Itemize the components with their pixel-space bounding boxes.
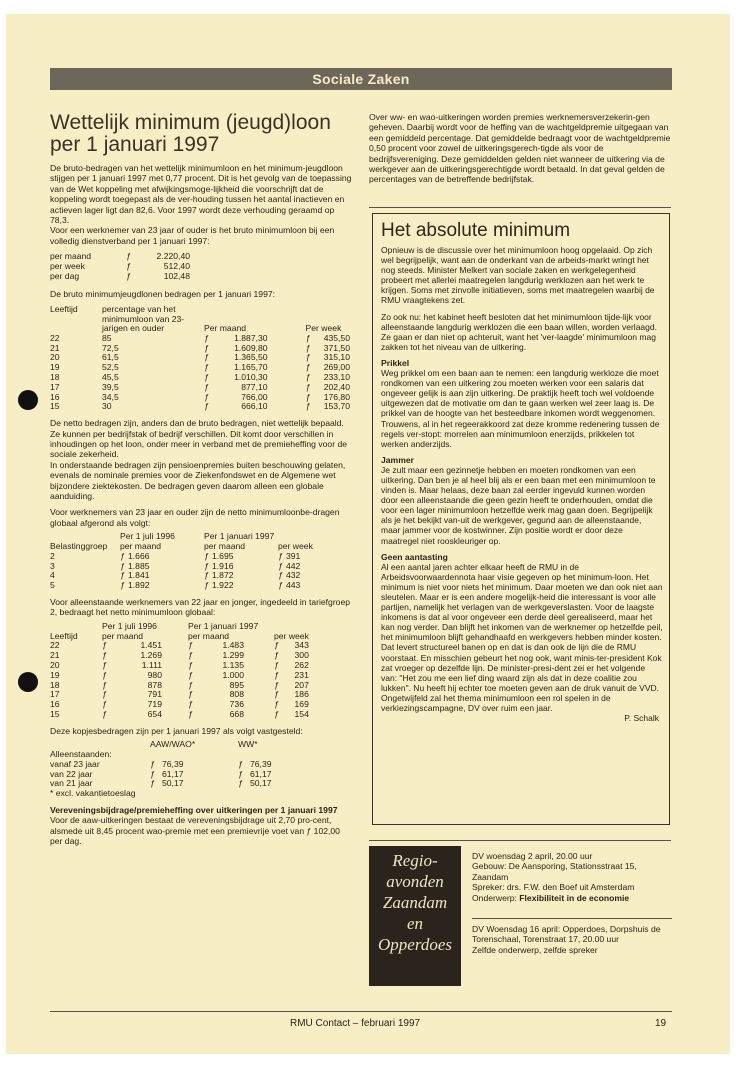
table-row (50, 710, 309, 720)
table-cell: ƒ (274, 679, 279, 690)
table-cell: 202,40 (323, 381, 350, 392)
table-cell: 22 (50, 640, 60, 651)
table-cell: 50,17 (162, 778, 184, 789)
table-cell: 1.666 (128, 550, 150, 561)
table-cell: 2.220,40 (156, 251, 190, 262)
table-row (50, 363, 350, 373)
table-cell: 52,5 (102, 362, 119, 373)
tax-group-table: Per 1 juli 1996 Per 1 januari 1997 Belastinggroep per maand per maand per week 2 ƒ 1.666 ƒ 1.695 ƒ 391 3 ƒ 1.885 ƒ 1.916 ƒ 442 4 ƒ 1.841 ƒ 1.872 ƒ 432 5 ƒ 1.892 ƒ 1.922 ƒ 443 (50, 531, 313, 591)
table-cell: ƒ (102, 689, 107, 700)
table-cell: 176,80 (323, 391, 350, 402)
table-cell: 72,5 (102, 342, 119, 353)
table-cell: ƒ (238, 778, 243, 789)
absolute-minimum-box (372, 213, 670, 825)
table-cell: ƒ (274, 689, 279, 700)
table-cell: ƒ (278, 550, 283, 561)
table-cell: ƒ (150, 758, 155, 769)
table-cell: ƒ (204, 332, 209, 343)
table-cell: ƒ (126, 261, 131, 272)
single-wage-table: Per 1 juli 1996 Per 1 januari 1997 Leeftijd per maand per maand per week 22 ƒ 1.451 ƒ 1.483 ƒ 343 21 ƒ 1.269 ƒ 1.299 ƒ 300 20 ƒ 1.111 ƒ 1.135 ƒ 262 19 ƒ 980 ƒ 1.000 ƒ 231 18 ƒ 878 ƒ 895 ƒ 207 17 ƒ 791 ƒ 808 ƒ 186 16 ƒ 719 ƒ 736 ƒ 169 15 ƒ 654 ƒ 668 ƒ 154 (50, 620, 309, 720)
table-cell: ƒ (305, 381, 311, 392)
table-cell: 435,50 (323, 332, 350, 343)
event-1: DV woensdag 2 april, 20.00 uur Gebouw: De Aansporing, Stationsstraat 15, Zaandam Spreker: drs. F.W. den Boef uit Amsterdam Onderwerp: Flexibiliteit in de economie (472, 851, 637, 903)
box-p5: Al een aantal jaren achter elkaar heeft de RMU in de Arbeidsvoorwaardennota haar visie gegeven op het minimum-loon. Het minimum is niet voor niets het minimum. Daar moeten we dan ook niet aan sleutelen. Maar er is een andere mogelijk-heid die interessant is voor alle partijen, namelijk het verlagen van de werkgeverslasten. Voor de laagste inkomens is dat al voor ongeveer een derde deel gerealiseerd, maar het kan nog verder. Dan blijft het inkomen van de werknemer op hetzelfde peil, het minimumloon blijft gehandhaafd en werkgevers hebben minder kosten. (381, 561, 663, 643)
table-row (50, 562, 313, 572)
table-cell: ƒ (278, 560, 283, 571)
table-cell: 22 (50, 332, 60, 343)
vev-section: Vereveningsbijdrage/premieheffing over uitkeringen per 1 januari 1997 Voor de aaw-uitkeringen bestaat de vereveningsbijdrage uit 2,70 pro-cent, alsmede uit 8,45 procent wao-premie met een premievrije voet van ƒ 102,00 per dag. (50, 805, 340, 847)
table-row (50, 383, 350, 393)
table-cell: ƒ (305, 352, 311, 363)
table-cell: 233,10 (323, 372, 350, 383)
youth-wage-table: Leeftijd percentage van het minimumloon van 23-jarigen en ouder Per maand Per week 22 85 ƒ 1.887,30 ƒ 435,50 21 72,5 ƒ 1.609,80 ƒ 371,50 20 61,5 ƒ 1.365,50 ƒ 315,10 19 52,5 ƒ 1.165,70 ƒ 269,00 18 45,5 ƒ 1.010,30 ƒ 233,10 17 39,5 ƒ 877,10 ƒ 202,40 16 34,5 ƒ 766,00 ƒ 176,80 15 30 ƒ 666,10 ƒ 153,70 (50, 304, 350, 412)
table-cell: van 22 jaar (50, 768, 93, 779)
table-cell: 1.841 (128, 570, 150, 581)
table-cell: 666,10 (241, 401, 268, 412)
table-row (50, 552, 313, 562)
table-cell: ƒ (274, 709, 279, 720)
table-cell: 343 (294, 640, 309, 651)
table-cell: ƒ (204, 550, 209, 561)
gross-wage-table (50, 252, 190, 281)
table-cell: ƒ (238, 758, 243, 769)
table-cell: 19 (50, 669, 60, 680)
table-cell: ƒ (204, 401, 209, 412)
table-cell: 1.483 (222, 640, 244, 651)
table-cell: ƒ (204, 560, 209, 571)
table-cell: 20 (50, 352, 60, 363)
table-cell: ƒ (305, 332, 311, 343)
table-cell: ƒ (188, 699, 193, 710)
table-cell: ƒ (188, 660, 193, 671)
table-cell: 39,5 (102, 381, 119, 392)
table-cell: 20 (50, 660, 60, 671)
left-column (50, 112, 352, 853)
table-row (50, 402, 350, 412)
single-intro: Voor alleenstaande werknemers van 22 jaar en jonger, ingedeeld in tariefgroep 2, bedraagt het netto minimumloon globaal: (50, 597, 351, 618)
table-cell: 1.000 (222, 669, 244, 680)
table-cell: 154 (294, 709, 309, 720)
table-cell: ƒ (274, 669, 279, 680)
table-cell: 21 (50, 342, 60, 353)
punch-hole-bottom (18, 672, 38, 692)
table-cell: ƒ (120, 580, 125, 591)
table-cell: 5 (50, 580, 55, 591)
table-cell: 1.916 (212, 560, 234, 571)
table-cell: ƒ (204, 362, 209, 373)
table-row (50, 690, 309, 700)
table-cell: ƒ (150, 778, 155, 789)
table-cell: 30 (102, 401, 112, 412)
table-cell: 877,10 (241, 381, 268, 392)
heading-geen-aantasting: Geen aantasting (381, 551, 448, 562)
intro-paragraph-2: Voor een werknemer van 23 jaar of ouder is het bruto minimumloon bij een volledig dienstverband per 1 januari 1997: (50, 225, 335, 246)
table-row (50, 571, 313, 581)
table-cell: ƒ (120, 550, 125, 561)
table-cell: 432 (286, 570, 301, 581)
table-row (50, 393, 350, 403)
table-cell: ƒ (102, 640, 107, 651)
table-cell: 61,5 (102, 352, 119, 363)
table-cell: 1.872 (212, 570, 234, 581)
table-row (50, 700, 309, 710)
table-row (50, 344, 350, 354)
punch-hole-top (18, 390, 38, 410)
table-cell: ƒ (305, 401, 311, 412)
table-cell: 791 (147, 689, 162, 700)
table-cell: 391 (286, 550, 301, 561)
table-cell: 18 (50, 372, 60, 383)
table-cell: 45,5 (102, 372, 119, 383)
table-cell: ƒ (102, 669, 107, 680)
heading-prikkel: Prikkel (381, 357, 410, 368)
table-cell: ƒ (305, 342, 311, 353)
table-row (50, 581, 313, 591)
table-cell: ƒ (188, 679, 193, 690)
table-cell: 76,39 (162, 758, 184, 769)
table-cell: 1.365,50 (234, 352, 268, 363)
right-column-top (369, 112, 671, 191)
table-cell: 1.111 (141, 660, 162, 671)
table-cell: 736 (229, 699, 244, 710)
table-cell: ƒ (126, 270, 131, 281)
table-cell: 766,00 (241, 391, 268, 402)
events-mid-rule (472, 918, 672, 919)
table-row (50, 334, 350, 344)
table-cell: 1.299 (222, 650, 244, 661)
table-cell: ƒ (278, 580, 283, 591)
footer-rule (50, 1011, 672, 1012)
table-cell: 102,48 (163, 270, 190, 281)
table-cell: 85 (102, 332, 112, 343)
table-cell: vanaf 23 jaar (50, 758, 100, 769)
table-cell: ƒ (274, 640, 279, 651)
page-number: 19 (655, 1018, 667, 1029)
table-row (50, 373, 350, 383)
table-row (50, 661, 309, 671)
table-cell: 1.165,70 (234, 362, 268, 373)
table-cell: ƒ (274, 660, 279, 671)
events-top-rule (369, 840, 671, 841)
table-cell: 231 (294, 669, 309, 680)
table-cell: 186 (294, 689, 309, 700)
table-row (50, 272, 190, 282)
table-cell: ƒ (188, 650, 193, 661)
table-row (50, 353, 350, 363)
table-row (50, 641, 309, 651)
table-cell: 442 (286, 560, 301, 571)
regio-avonden-logo: Regio- avonden Zaandam en Opperdoes (369, 846, 461, 986)
table-cell: 1.135 (222, 660, 244, 671)
table-cell: ƒ (305, 391, 311, 402)
box-title: Het absolute minimum (381, 220, 571, 241)
table-row (50, 671, 309, 681)
footer-publication: RMU Contact – februari 1997 (290, 1018, 421, 1029)
table-cell: 300 (294, 650, 309, 661)
table-cell: 18 (50, 679, 60, 690)
table-cell: 1.609,80 (234, 342, 268, 353)
table-cell: ƒ (102, 709, 107, 720)
table-cell: 654 (147, 709, 162, 720)
table-cell: per week (50, 261, 85, 272)
box-p1: Opnieuw is de discussie over het minimumloon hoog opgelaaid. Op zich wel begrijpelijk, want aan de onderkant van de arbeids-markt wringt het nog steeds. Minister Melkert van sociale zaken en werkgelegenheid probeert met allerlei maatregelen langdurig werklozen aan het werk te krijgen. Soms met zinvolle initiatieven, soms met maatregelen waarbij de RMU vraagtekens zet. (381, 245, 655, 306)
table-cell: 16 (50, 699, 60, 710)
box-p6: Dat levert structureel banen op en dat is dan ook de lijn die de RMU voorstaat. En misschien gebeurt het nog ook, want minis-ter-president Kok zat vroeger op dezelfde lijn. De minister-presi-dent zei er het volgende van: "Het zou me een lief ding waard zijn als dat in deze coalitie zou lukken". Nu heeft hij echter toe moeten geven aan de druk vanuit de VVD. Ongetwijfeld zal het thema minimumloon een rol spelen in de verkiezingscampagne, DV over ruim een jaar. (381, 642, 662, 714)
table-cell: 269,00 (323, 362, 350, 373)
table-cell: van 21 jaar (50, 778, 93, 789)
table-cell: 15 (50, 401, 60, 412)
table-cell: ƒ (204, 352, 209, 363)
section-header: Sociale Zaken (50, 68, 672, 90)
table-cell: ƒ (126, 251, 131, 262)
table-cell: 207 (294, 679, 309, 690)
kops-table: AAW/WAO* WW* Alleenstaanden: vanaf 23 jaar ƒ 76,39 ƒ 76,39 van 22 jaar ƒ 61,17 ƒ 61,17 van 21 jaar ƒ 50,17 ƒ 50,17 * excl. vakantietoeslag (50, 739, 272, 799)
table-cell: 4 (50, 570, 55, 581)
table-cell: 895 (229, 679, 244, 690)
table-cell: 16 (50, 391, 60, 402)
table-cell: ƒ (120, 570, 125, 581)
kops-intro: Deze kopjesbedragen zijn per 1 januari 1997 als volgt vastgesteld: (50, 725, 303, 736)
table-cell: ƒ (238, 768, 243, 779)
table-cell: 980 (147, 669, 162, 680)
box-p4: Je zult maar een gezinnetje hebben en moeten rondkomen van een uitkering. Dan ben je al heel blij als er een baan met een minimumloon te vinden is. Maar helaas, deze baan zal eerder ingevuld kunnen worden door een alleenstaande die geen gezin heeft te onderhouden, omdat die voor een lager minimumloon hetzelfde werk mag gaan doen. Begrijpelijk als je het bekijkt van-uit de werkgever, gegund aan de alleenstaande, maar jammer voor de kostwinner. Zijn positie wordt er door deze maatregel niet rooskleuriger op. (381, 464, 656, 546)
table-cell: 153,70 (323, 401, 350, 412)
table-cell: 1.922 (212, 580, 234, 591)
table-cell: ƒ (204, 372, 209, 383)
premium-paragraph: Over ww- en wao-uitkeringen worden premies werknemersverzekerin-gen geheven. Daarbij wordt voor de heffing van de wachtgeldpremie uitgegaan van een gemiddeld percentage. Dat gemiddelde bedraagt voor de wachtgeldpremie 0,50 procent voor zowel de uitkeringsgerech-tigde als voor de bedrijfsvereniging. Deze gemiddelden gelden niet wanneer de uitkering via de werkgever aan de uitkeringsgerechtigde wordt betaald. In dat geval gelden de percentages van de betreffende bedrijfstak. (369, 112, 671, 185)
box-p2: Zo ook nu: het kabinet heeft besloten dat het minimumloon tijde-lijk voor alleenstaande langdurig werklozen die een baan willen, worden verlaagd. Ze gaan er dan niet op achteruit, want het 'ver-laagde' minimumloon mag zakken tot het niveau van de uitkering. (381, 311, 657, 352)
article-title: Wettelijk minimum (jeugd)loon per 1 januari 1997 (50, 111, 331, 156)
intro-paragraph: De bruto-bedragen van het wettelijk minimumloon en het minimum-jeugdloon stijgen per 1 januari 1997 met 0,77 procent. Dit is het gevolg van de toepassing van de Wet koppeling met afwijkingsmoge-lijkheid die voorschrijft dat de koppeling wordt toegepast als de ver-houding tussen het aantal inactieven en actieven lager ligt dan 82,6. Voor 1997 wordt deze verhouding geraamd op 78,3. (50, 163, 352, 226)
table-cell: 371,50 (323, 342, 350, 353)
table-cell: ƒ (188, 669, 193, 680)
table-cell: 17 (50, 381, 60, 392)
table-cell: per dag (50, 270, 80, 281)
table-cell: 878 (147, 679, 162, 690)
table-cell: 668 (229, 709, 244, 720)
box-p3: Weg prikkel om een baan aan te nemen: een langdurig werkloze die moet rondkomen van een uitkering zou moeten werken voor een salaris dat ongeveer gelijk is aan zijn uitkering. De praktijk heeft toch wel voldoende uitgewezen dat de motivatie om dan te gaan werken wel zeer laag is. De prikkel van de hoogte van het besteedbare inkomen wordt weggenomen. Trouwens, al in het regeerakkoord zat deze kromme redenering tussen de regels ver-stopt: morrelen aan minimumloon enerzijds, prikkelen tot werken anderzijds. (381, 368, 660, 449)
table-cell: ƒ (278, 570, 283, 581)
table-cell: ƒ (305, 362, 311, 373)
net-text-2: In onderstaande bedragen zijn pensioenpremies buiten beschouwing gelaten, evenals de nominale premies voor de Ziekenfondswet en de Algemene wet bijzondere ziektekosten. De bedragen geven daarom alleen een globale aanduiding. (50, 459, 346, 502)
heading-jammer: Jammer (381, 454, 414, 465)
table-row (50, 681, 309, 691)
table-cell: 21 (50, 650, 60, 661)
table-cell: ƒ (204, 342, 209, 353)
table-cell: 1.892 (128, 580, 150, 591)
table-cell: 17 (50, 689, 60, 700)
table-cell: 19 (50, 362, 60, 373)
table-cell: 1.885 (128, 560, 150, 571)
table-cell: ƒ (204, 391, 209, 402)
table-cell: ƒ (102, 679, 107, 690)
table-cell: 1.010,30 (234, 372, 268, 383)
author: P. Schalk (624, 713, 659, 724)
table-row (50, 651, 309, 661)
table-cell: 15 (50, 709, 60, 720)
table-cell: ƒ (188, 689, 193, 700)
table-cell: 61,17 (162, 768, 184, 779)
table-cell: ƒ (204, 381, 209, 392)
table-cell: 2 (50, 550, 55, 561)
table-cell: 76,39 (250, 758, 272, 769)
table-cell: ƒ (102, 650, 107, 661)
divider-rule (369, 207, 671, 208)
table-cell: ƒ (188, 709, 193, 720)
table-cell: 443 (286, 580, 301, 591)
youth-intro: De bruto minimumjeugdlonen bedragen per 1 januari 1997: (50, 288, 276, 299)
table-cell: ƒ (188, 640, 193, 651)
table-cell: 512,40 (163, 261, 190, 272)
table-cell: ƒ (305, 372, 311, 383)
table-cell: 61,17 (250, 768, 272, 779)
table-cell: 262 (294, 660, 309, 671)
table-cell: 34,5 (102, 391, 119, 402)
table-cell: 3 (50, 560, 55, 571)
table-cell: 1.695 (212, 550, 234, 561)
event-2: DV Woensdag 16 april: Opperdoes, Dorpshuis de Torenschaal, Torenstraat 17, 20.00 uur Zelfde onderwerp, zelfde spreker (472, 924, 661, 955)
table-cell: ƒ (274, 699, 279, 710)
table-cell: ƒ (120, 560, 125, 571)
table-cell: ƒ (102, 660, 107, 671)
net-text: De netto bedragen zijn, anders dan de bruto bedragen, niet wettelijk bepaald. Ze kunnen per bedrijfstak of bedrijf verschillen. Dit komt door verschillen in inhoudingen op het loon, onder meer in verband met de premieheffing voor de sociale zekerheid. (50, 418, 348, 460)
table-cell: ƒ (102, 699, 107, 710)
table-cell: 1.269 (140, 650, 162, 661)
table-cell: ƒ (274, 650, 279, 661)
table-cell: ƒ (150, 768, 155, 779)
table-cell: 315,10 (323, 352, 350, 363)
table-cell: 719 (147, 699, 162, 710)
table-cell: 169 (294, 699, 309, 710)
table-cell: ƒ (204, 570, 209, 581)
table-cell: 808 (229, 689, 244, 700)
table-cell: 1.887,30 (234, 332, 268, 343)
table-cell: ƒ (204, 580, 209, 591)
table-cell: 50,17 (250, 778, 272, 789)
table-cell: per maand (50, 251, 92, 262)
tax-intro: Voor werknemers van 23 jaar en ouder zijn de netto minimumloonbe-dragen globaal afgerond als volgt: (50, 507, 340, 528)
table-cell: 1.451 (140, 640, 162, 651)
